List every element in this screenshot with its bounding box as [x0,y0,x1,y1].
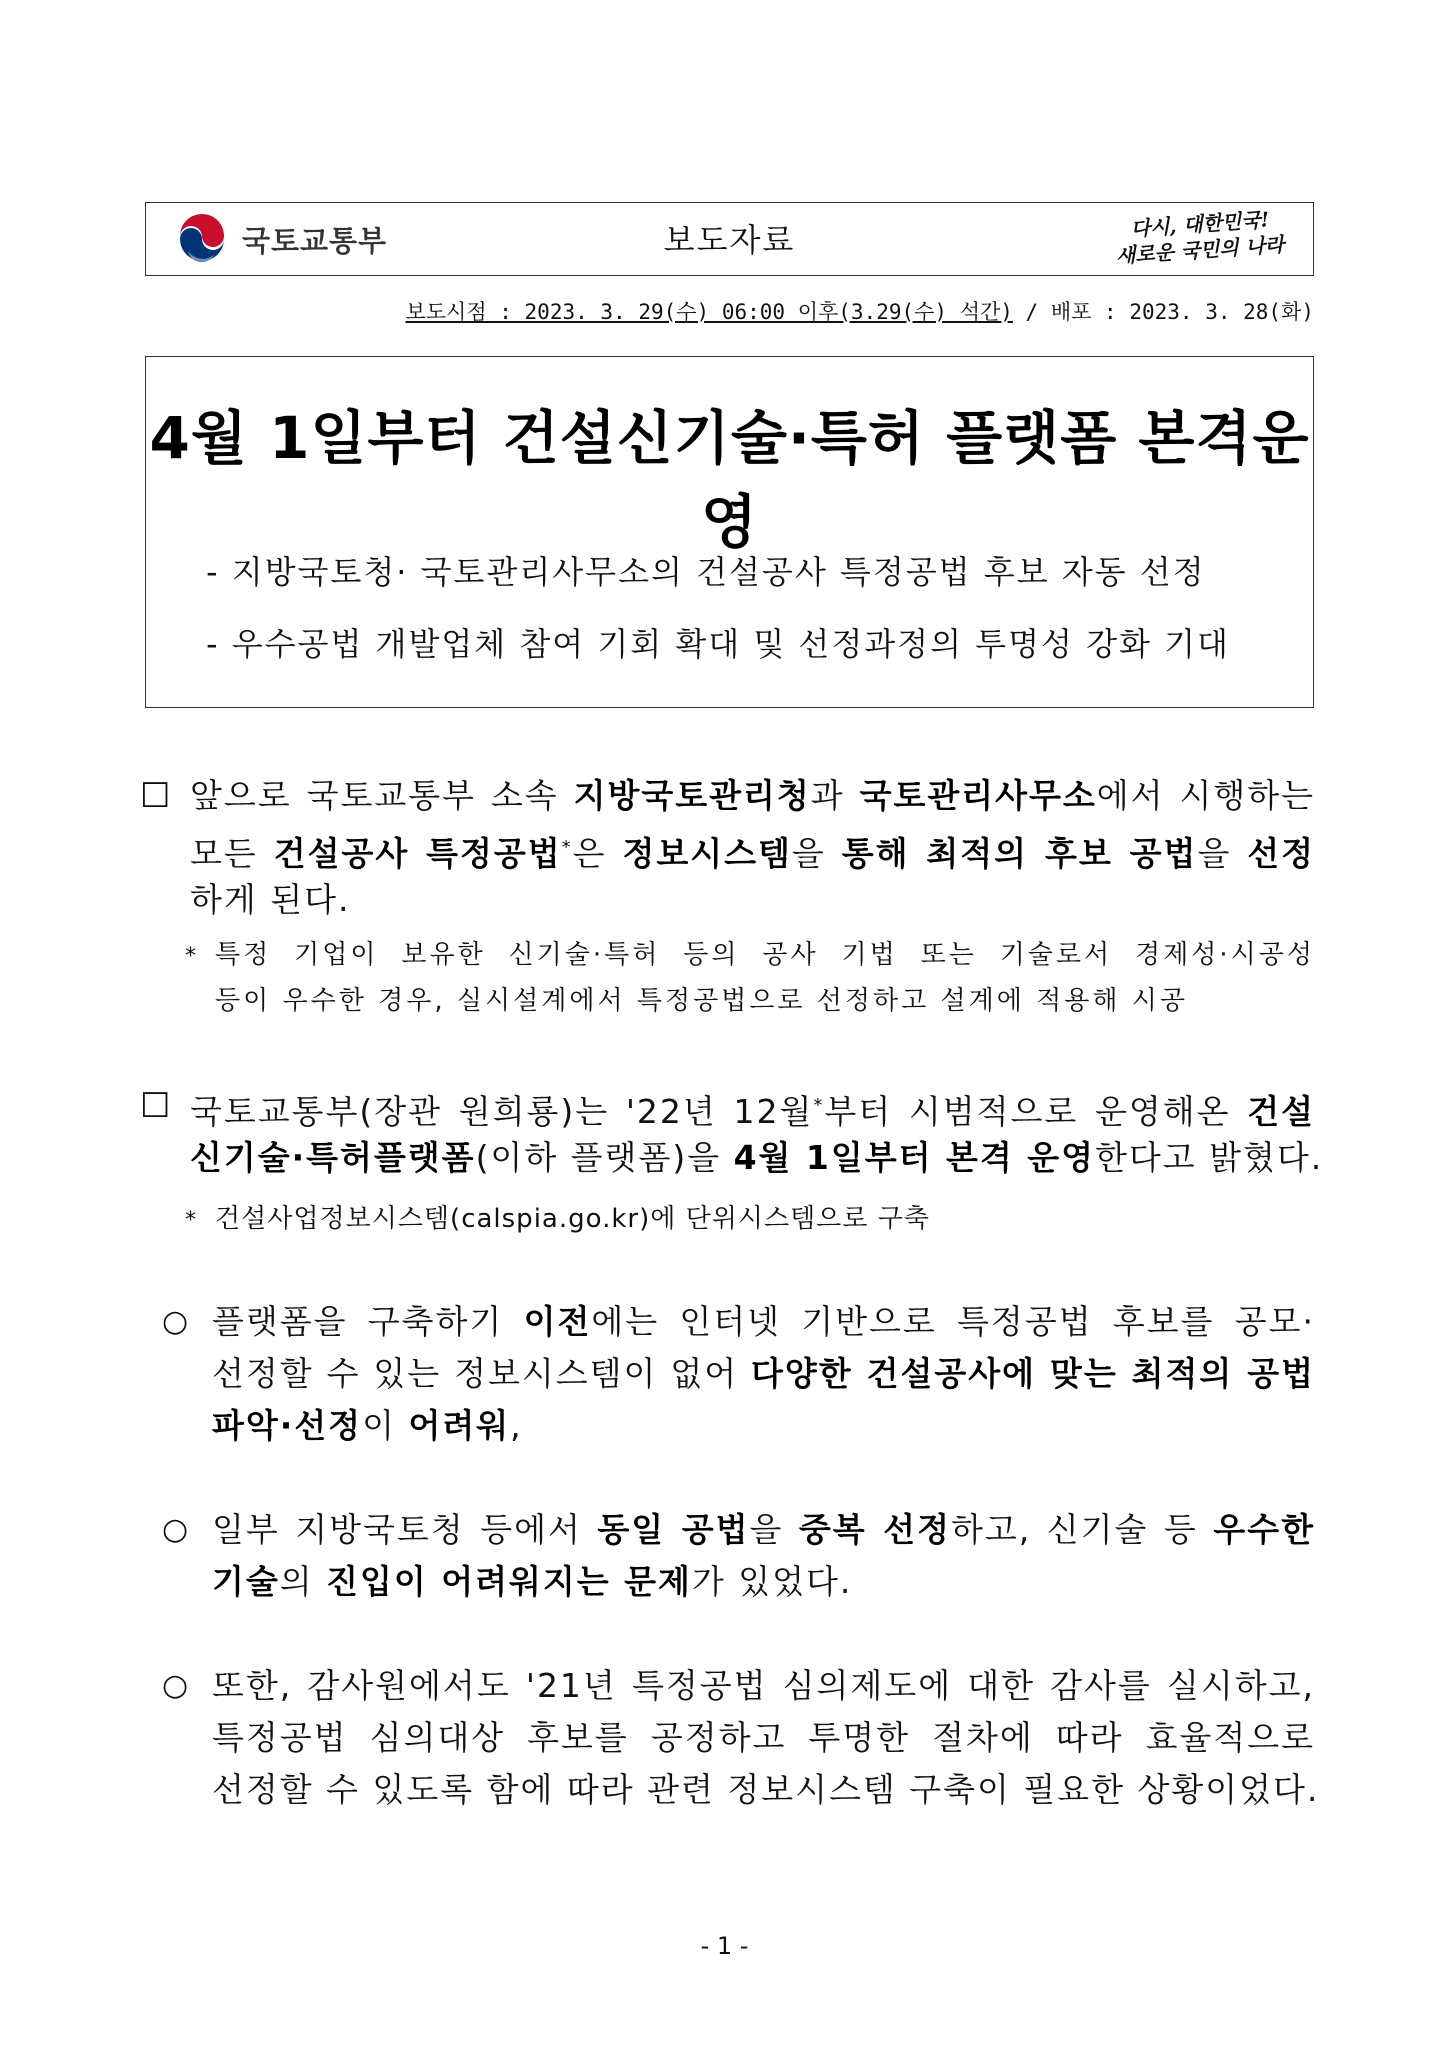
subtitle-2: - 우수공법 개발업체 참여 기회 확대 및 선정과정의 투명성 강화 기대 [206,625,1230,663]
checkbox-bullet-icon: ☐ [140,776,171,816]
footnote-1-line-2: 등이 우수한 경우, 실시설계에서 특정공법으로 선정하고 설계에 적용해 시공 [215,986,1188,1016]
text-span: 에는 인터넷 기반으로 특정공법 후보를 공모· [591,1302,1315,1341]
footnote-1 [185,932,1315,1024]
footnote-mark: * [813,1095,825,1116]
bold-span: 국토관리사무소 [859,776,1097,815]
release-time: 보도시점 : 2023. 3. 29(수) 06:00 이후(3.29(수) 석간) [405,300,1013,324]
bold-span: 정보시스템 [622,834,792,873]
circle-bullet-icon: ○ [162,1668,189,1703]
text-span: 한다고 밝혔다. [1094,1138,1324,1177]
text-span: 을 [1197,834,1248,873]
text-span: 이 [362,1406,409,1445]
text-span: 의 [279,1562,327,1601]
text-span: 부터 시범적으로 운영해온 [824,1092,1248,1131]
text-span: 선정할 수 있는 정보시스템이 없어 [212,1354,752,1393]
bold-span: 선정 [1247,834,1316,873]
subtitle-1: - 지방국토청· 국토관리사무소의 건설공사 특정공법 후보 자동 선정 [206,553,1206,591]
slogan-line-2: 새로운 국민의 나라 [1115,232,1285,268]
bold-span: 진입이 어려워지는 문제 [326,1562,692,1601]
text-span: 과 [810,776,860,815]
text-span: 을 [749,1510,799,1549]
sub-bullet-1-line-3 [212,1400,1315,1452]
bold-span: 4월 1일부터 본격 운영 [733,1138,1095,1177]
bold-span: 건설 [1247,1092,1315,1131]
asterisk-icon: * [185,944,196,969]
bold-span: 어려워 [408,1406,511,1445]
circle-bullet-icon: ○ [162,1512,189,1547]
paragraph-2-line-2 [190,1132,1324,1184]
paragraph-1-line-1 [190,770,1315,822]
text-span: 에서 시행하는 [1096,776,1315,815]
text-span: 국토교통부(장관 원희룡)는 '22년 12월 [190,1092,814,1131]
footnote-1-line-1: 특정 기업이 보유한 신기술·특허 등의 공사 기법 또는 기술로서 경제성·시공성 [215,940,1315,970]
text-span: 하고, 신기술 등 [950,1510,1214,1549]
bold-span: 지방국토관리청 [573,776,811,815]
text-span: 플랫폼을 구축하기 [212,1302,524,1341]
text-span: , [510,1406,523,1445]
sub-bullet-3 [162,1660,1320,1816]
bold-span: 우수한 [1213,1510,1315,1549]
bold-span: 건설공사 특정공법 [273,834,562,873]
asterisk-icon: * [185,1208,196,1233]
release-info [405,296,1314,326]
paragraph-1 [140,770,1315,926]
header-title: 보도자료 [663,221,796,259]
paragraph-1-line-2 [190,822,1315,880]
text-span: 가 있었다. [691,1562,853,1601]
main-title: 4월 1일부터 건설신기술·특허 플랫폼 본격운영 [149,404,1310,556]
checkbox-bullet-icon: ☐ [140,1086,171,1126]
sub-bullet-3-line-3: 선정할 수 있도록 함에 따라 관련 정보시스템 구축이 필요한 상황이었다. [212,1770,1320,1809]
footnote-mark: * [561,837,573,858]
bold-span: 신기술·특허플랫폼 [190,1138,476,1177]
ministry-name: 국토교통부 [242,223,388,258]
sub-bullet-2-line-2 [212,1556,1315,1608]
text-span: 앞으로 국토교통부 소속 [190,776,574,815]
paragraph-2-line-1 [190,1080,1315,1138]
text-span: 을 [791,834,842,873]
page-number: - 1 - [700,1932,749,1960]
circle-bullet-icon: ○ [162,1304,189,1339]
bold-span: 다양한 건설공사에 맞는 최적의 공법 [751,1354,1316,1393]
bold-span: 파악·선정 [212,1406,363,1445]
title-box [145,356,1314,708]
text-span: 은 [572,834,623,873]
bold-span: 이전 [523,1302,592,1341]
paragraph-1-line-3: 하게 된다. [190,880,351,919]
bold-span: 동일 공법 [597,1510,750,1549]
footnote-2-line-1: 건설사업정보시스템(calspia.go.kr)에 단위시스템으로 구축 [215,1204,930,1234]
paragraph-2 [140,1080,1324,1184]
sub-bullet-2 [162,1504,1315,1608]
header-box [145,202,1314,276]
sub-bullet-1-line-2 [212,1348,1315,1400]
footnote-2 [185,1196,1315,1242]
text-span: 일부 지방국토청 등에서 [212,1510,598,1549]
sub-bullet-1 [162,1296,1315,1452]
sub-bullet-1-line-1 [212,1296,1315,1348]
slogan-signature [1115,207,1285,269]
text-span: 모든 [190,834,274,873]
sub-bullet-3-line-1: 또한, 감사원에서도 '21년 특정공법 심의제도에 대한 감사를 실시하고, [212,1666,1315,1705]
release-separator: / [1012,300,1051,324]
sub-bullet-3-line-2: 특정공법 심의대상 후보를 공정하고 투명한 절차에 따라 효율적으로 [212,1718,1315,1757]
sub-bullet-2-line-1 [212,1504,1315,1556]
slogan-line-1: 다시, 대한민국! [1130,207,1270,241]
bold-span: 기술 [212,1562,280,1601]
text-span: (이하 플랫폼)을 [475,1138,734,1177]
bold-span: 통해 최적의 후보 공법 [841,834,1198,873]
bold-span: 중복 선정 [798,1510,951,1549]
distribution-date: 배포 : 2023. 3. 28(화) [1050,300,1314,324]
